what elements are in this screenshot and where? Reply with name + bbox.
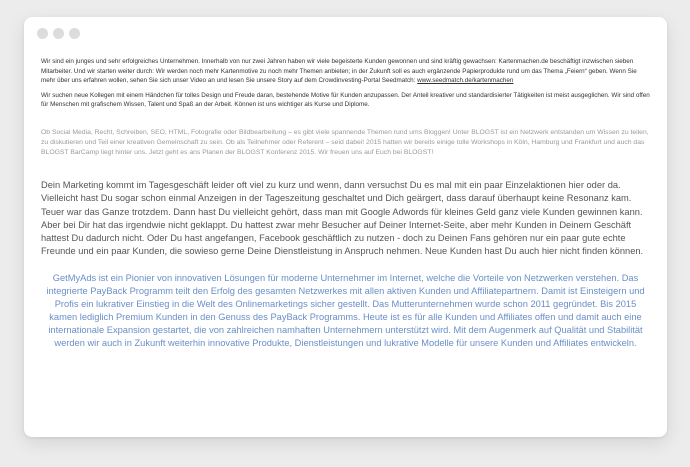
blogst-paragraph: Ob Social Media, Recht, Schreiben, SEO, HTML, Fotografie oder Bildbearbeitung – es gibt viele spannende Themen rund ums Bloggen! Unter BLOGST ist ein Netzwerk entstanden um Wissen zu teilen, zu diskutieren und Teil einer kreativen Gemeinschaft zu sein. Ob als Teilnehmer oder Referent – seid dabei! 2015 hatten wir bereits einige tolle Workshops in Köln, Hamburg und Frankfurt und auch das BLOGST BarCamp liegt hinter uns. Jetzt geht es ans Planen der BLOGST Konferenz 2015. Wir freuen uns auf Euch bei BLOGST! [41,128,649,157]
window-dot-2-icon[interactable] [53,28,64,39]
getmyads-paragraph: GetMyAds ist ein Pionier von innovativen Lösungen für moderne Unternehmer im Internet, welche die Vorteile von Netzwerken verstehen. Das integrierte PayBack Programm teilt den Erfolg des gesamten Netzwerkes mit allen aktiven Kunden und Affiliatepartnern. Damit ist Einsteigern und Profis ein lukrativer Einstieg in die Welt des Onlinemarketings sicher gestellt. Das Mutterunternehmen wurde schon 2011 gegründet. Bis 2015 kamen lediglich Premium Kunden in den Genuss des PayBack Programms. Heute ist es für alle Kunden und Affiliates offen und damit auch eine internationale Expansion gestartet, die von zahlreichen namhaften Unternehmern unterstützt wird. Mit dem Augenmerk auf Qualität und Stabilität werden wir auch in Zukunft weiterhin innovative Produkte, Dienstleistungen und lukrative Modelle für unsere Kunden und Affiliates entwickeln. [46,272,645,349]
seedmatch-link[interactable]: www.seedmatch.de/kartenmachen [417,77,514,84]
window-dot-3-icon[interactable] [69,28,80,39]
browser-window [24,17,667,437]
window-titlebar [24,17,667,47]
intro-paragraph-1 [41,57,650,86]
intro-paragraph-2: Wir suchen neue Kollegen mit einem Händchen für tolles Design und Freude daran, bestehende Motive für Kunden anzupassen. Der Anteil kreativer und standardisierter Tätigkeiten ist meist ausgeglichen. Wir sind offen für Menschen mit grafischem Wissen, Talent und Spaß an der Arbeit. Können ist uns wichtiger als Kurse und Diplome. [41,91,650,108]
window-dot-1-icon[interactable] [37,28,48,39]
intro-paragraph-1-text: Wir sind ein junges und sehr erfolgreiches Unternehmen. Innerhalb von nur zwei Jahren haben wir viele begeisterte Kunden gewonnen und sind kräftig gewachsen: Kartenmachen.de beschäftigt inzwischen sieben Mitarbeiter. Und wir starten weiter durch: Wir werden noch mehr Kartenmotive zu noch mehr Themen anbieten; in der Zukunft soll es auch ergänzende Papierprodukte rund um das Thema „Feiern“ geben. Wenn Sie mehr über uns erfahren wollen, sehen Sie sich unser Video an und lesen Sie unsere Story auf dem Crowdinvesting-Portal Seedmatch: [41,58,637,84]
marketing-paragraph: Dein Marketing kommt im Tagesgeschäft leider oft viel zu kurz und wenn, dann versuchst Du es mal mit ein paar Einzelaktionen hier oder da. Vielleicht hast Du sogar schon einmal Anzeigen in der Tageszeitung geschaltet und Dich geärgert, dass darauf überhaupt keine Resonanz kam. Teuer war das Ganze trotzdem. Dann hast Du vielleicht gehört, dass man mit Google Adwords für kleines Geld ganz viele Kunden gewinnen kann. Aber bei Dir hat das irgendwie nicht geklappt. Du hattest zwar mehr Besucher auf Deiner Internet-Seite, aber mehr Kunden in Deinem Geschäft hattest Du dadurch nicht. Oder Du hast angefangen, Facebook geschäftlich zu nutzen - doch zu Deinen Fans gehören nur ein paar gute echte Freunde und ein paar Kunden, die sowieso gerne Deine Dienstleistung in Anspruch nehmen. Neue Kunden hast Du auch hier nicht finden können. [41,180,644,256]
page-content [41,57,650,351]
